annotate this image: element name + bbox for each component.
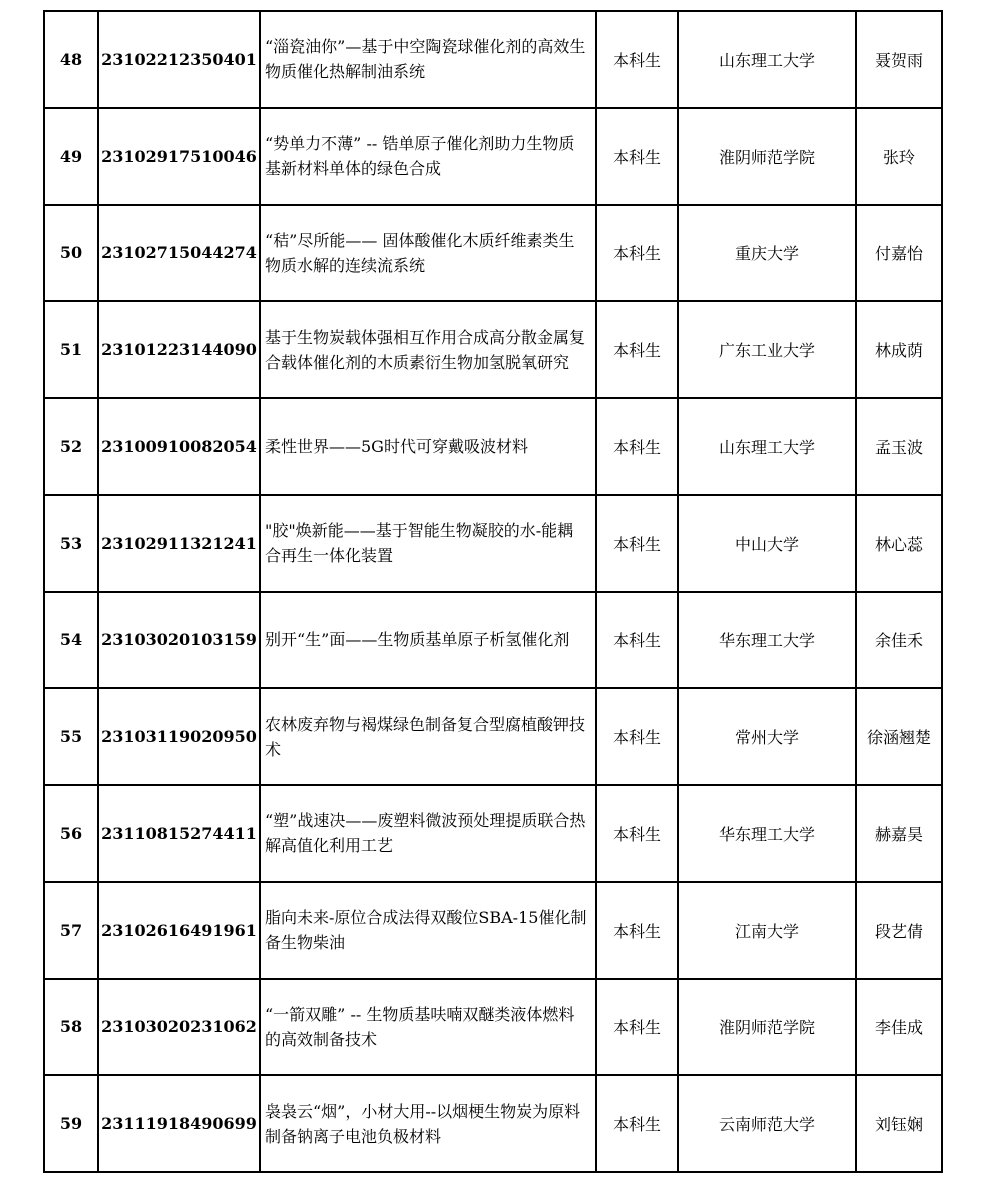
- project-title-cell: “塑”战速决——废塑料微波预处理提质联合热解高值化利用工艺: [260, 785, 596, 882]
- school-cell: 江南大学: [678, 882, 856, 979]
- seq-cell: 48: [44, 11, 98, 108]
- level-cell: 本科生: [596, 301, 678, 398]
- level-cell: 本科生: [596, 1075, 678, 1172]
- project-id-cell: 23102616491961: [98, 882, 260, 979]
- table-body: [44, 11, 942, 1172]
- seq-cell: 49: [44, 108, 98, 205]
- seq-cell: 59: [44, 1075, 98, 1172]
- leader-name-cell: 付嘉怡: [856, 205, 942, 302]
- project-title-cell: 别开“生”面——生物质基单原子析氢催化剂: [260, 592, 596, 689]
- leader-name-cell: 赫嘉昊: [856, 785, 942, 882]
- table-row: [44, 11, 942, 108]
- level-cell: 本科生: [596, 398, 678, 495]
- seq-cell: 57: [44, 882, 98, 979]
- leader-name-cell: 孟玉波: [856, 398, 942, 495]
- project-id-cell: 23110815274411: [98, 785, 260, 882]
- seq-cell: 50: [44, 205, 98, 302]
- project-title-cell: 基于生物炭载体强相互作用合成高分散金属复合载体催化剂的木质素衍生物加氢脱氧研究: [260, 301, 596, 398]
- project-title-cell: “秸”尽所能—— 固体酸催化木质纤维素类生物质水解的连续流系统: [260, 205, 596, 302]
- school-cell: 淮阴师范学院: [678, 108, 856, 205]
- school-cell: 重庆大学: [678, 205, 856, 302]
- level-cell: 本科生: [596, 882, 678, 979]
- leader-name-cell: 林成荫: [856, 301, 942, 398]
- table-row: [44, 398, 942, 495]
- school-cell: 华东理工大学: [678, 785, 856, 882]
- seq-cell: 54: [44, 592, 98, 689]
- project-id-cell: 23103119020950: [98, 688, 260, 785]
- school-cell: 华东理工大学: [678, 592, 856, 689]
- level-cell: 本科生: [596, 495, 678, 592]
- table-row: [44, 205, 942, 302]
- seq-cell: 55: [44, 688, 98, 785]
- project-title-cell: "胶"焕新能——基于智能生物凝胶的水-能耦合再生一体化装置: [260, 495, 596, 592]
- leader-name-cell: 李佳成: [856, 979, 942, 1076]
- project-id-cell: 23111918490699: [98, 1075, 260, 1172]
- table-row: [44, 785, 942, 882]
- project-id-cell: 23101223144090: [98, 301, 260, 398]
- seq-cell: 51: [44, 301, 98, 398]
- school-cell: 淮阴师范学院: [678, 979, 856, 1076]
- table-row: [44, 592, 942, 689]
- table-row: [44, 108, 942, 205]
- project-id-cell: 23103020231062: [98, 979, 260, 1076]
- project-title-cell: “一箭双雕” -- 生物质基呋喃双醚类液体燃料的高效制备技术: [260, 979, 596, 1076]
- table-row: [44, 979, 942, 1076]
- project-id-cell: 23102715044274: [98, 205, 260, 302]
- seq-cell: 56: [44, 785, 98, 882]
- table-row: [44, 495, 942, 592]
- seq-cell: 58: [44, 979, 98, 1076]
- project-title-cell: 袅袅云“烟”，小材大用--以烟梗生物炭为原料制备钠离子电池负极材料: [260, 1075, 596, 1172]
- level-cell: 本科生: [596, 979, 678, 1076]
- table-row: [44, 301, 942, 398]
- project-id-cell: 23100910082054: [98, 398, 260, 495]
- level-cell: 本科生: [596, 688, 678, 785]
- project-id-cell: 23102911321241: [98, 495, 260, 592]
- level-cell: 本科生: [596, 205, 678, 302]
- school-cell: 山东理工大学: [678, 11, 856, 108]
- level-cell: 本科生: [596, 11, 678, 108]
- level-cell: 本科生: [596, 592, 678, 689]
- project-title-cell: 脂向未来-原位合成法得双酸位SBA-15催化制备生物柴油: [260, 882, 596, 979]
- project-id-cell: 23102917510046: [98, 108, 260, 205]
- school-cell: 中山大学: [678, 495, 856, 592]
- project-id-cell: 23102212350401: [98, 11, 260, 108]
- seq-cell: 52: [44, 398, 98, 495]
- table-row: [44, 882, 942, 979]
- level-cell: 本科生: [596, 108, 678, 205]
- school-cell: 云南师范大学: [678, 1075, 856, 1172]
- leader-name-cell: 张玲: [856, 108, 942, 205]
- table-row: [44, 1075, 942, 1172]
- leader-name-cell: 聂贺雨: [856, 11, 942, 108]
- project-id-cell: 23103020103159: [98, 592, 260, 689]
- leader-name-cell: 刘钰娴: [856, 1075, 942, 1172]
- project-title-cell: “淄瓷油你”—基于中空陶瓷球催化剂的高效生物质催化热解制油系统: [260, 11, 596, 108]
- level-cell: 本科生: [596, 785, 678, 882]
- leader-name-cell: 余佳禾: [856, 592, 942, 689]
- project-list-table: [43, 10, 943, 1173]
- school-cell: 常州大学: [678, 688, 856, 785]
- school-cell: 广东工业大学: [678, 301, 856, 398]
- seq-cell: 53: [44, 495, 98, 592]
- project-title-cell: 柔性世界——5G时代可穿戴吸波材料: [260, 398, 596, 495]
- table-row: [44, 688, 942, 785]
- leader-name-cell: 林心蕊: [856, 495, 942, 592]
- school-cell: 山东理工大学: [678, 398, 856, 495]
- project-title-cell: “势单力不薄” -- 锆单原子催化剂助力生物质基新材料单体的绿色合成: [260, 108, 596, 205]
- leader-name-cell: 徐涵翘楚: [856, 688, 942, 785]
- leader-name-cell: 段艺倩: [856, 882, 942, 979]
- project-title-cell: 农林废弃物与褐煤绿色制备复合型腐植酸钾技术: [260, 688, 596, 785]
